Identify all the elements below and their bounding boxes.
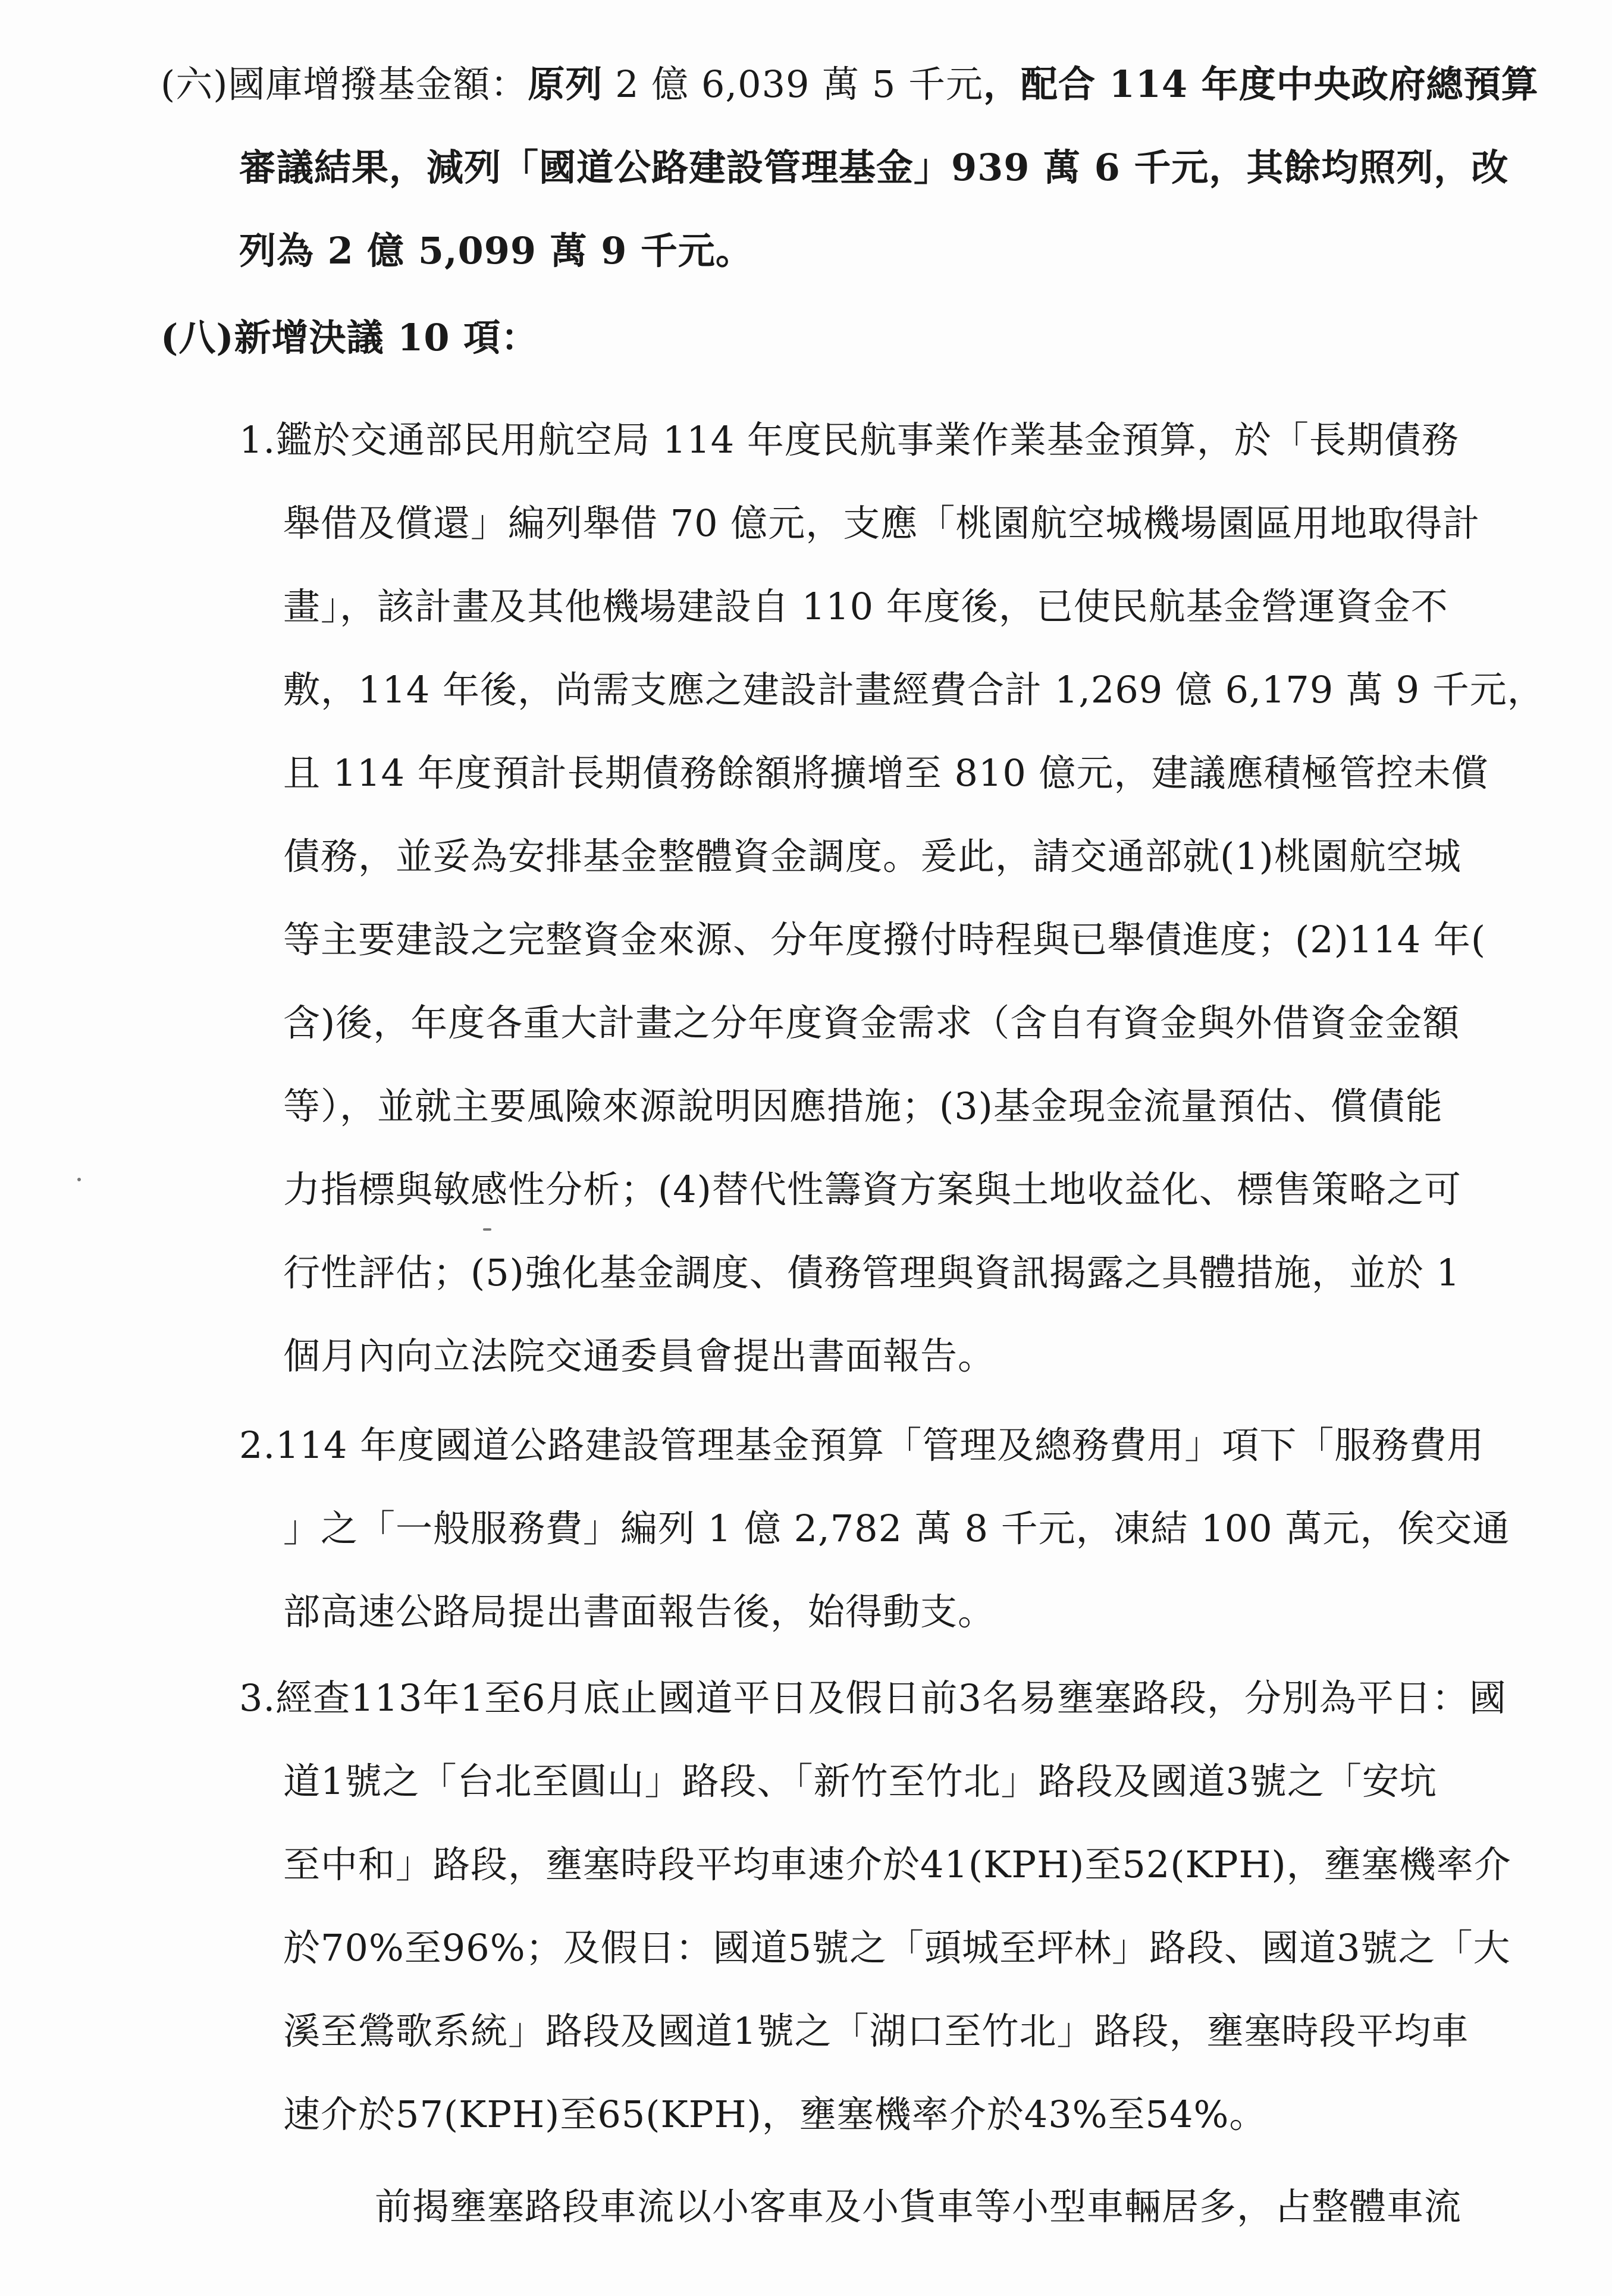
item-1-line-8: 含)後，年度各重大計畫之分年度資金需求（含自有資金與外借資金金額	[283, 1001, 1460, 1045]
item-1-line-11: 行性評估；(5)強化基金調度、債務管理與資訊揭露之具體措施，並於 1	[283, 1251, 1460, 1294]
section-6-line-3: 列為 2 億 5,099 萬 9 千元。	[239, 229, 753, 272]
item-3-line-6: 速介於57(KPH)至65(KPH)，壅塞機率介於43%至54%。	[283, 2093, 1267, 2136]
item-1-line-7: 等主要建設之完整資金來源、分年度撥付時程與已舉債進度；(2)114 年(	[283, 918, 1486, 961]
section-6-plain-b: 2 億 6,039 萬 5 千元	[603, 62, 984, 106]
item-3-line-3: 至中和」路段，壅塞時段平均車速介於41(KPH)至52(KPH)，壅塞機率介	[283, 1843, 1511, 1886]
item-1-line-2: 舉借及償還」編列舉借 70 億元，支應「桃園航空城機場園區用地取得計	[283, 501, 1481, 545]
item-3-line-4: 於70%至96%；及假日：國道5號之「頭城至坪林」路段、國道3號之「大	[283, 1926, 1511, 1969]
item-1-line-1: 1.鑑於交通部民用航空局 114 年度民航事業作業基金預算，於「長期債務	[239, 418, 1459, 462]
section-6-bold-a: 原列	[528, 62, 603, 106]
item-3-line-5: 溪至鶯歌系統」路段及國道1號之「湖口至竹北」路段，壅塞時段平均車	[283, 2009, 1469, 2053]
item-3-line-1: 3.經查113年1至6月底止國道平日及假日前3名易壅塞路段，分別為平日：國	[239, 1676, 1507, 1720]
scan-speck	[483, 1228, 491, 1231]
item-1-line-4: 敷，114 年後，尚需支應之建設計畫經費合計 1,269 億 6,179 萬 9 千元，	[283, 668, 1545, 711]
section-6-label: (六)國庫增撥基金額：	[161, 62, 528, 106]
item-3-line-2: 道1號之「台北至圓山」路段、「新竹至竹北」路段及國道3號之「安坑	[283, 1759, 1437, 1803]
item-3-paragraph-2: 前揭壅塞路段車流以小客車及小貨車等小型車輛居多，占整體車流	[375, 2185, 1462, 2228]
item-1-line-12: 個月內向立法院交通委員會提出書面報告。	[283, 1334, 996, 1378]
section-8-title: (八)新增決議 10 項：	[161, 316, 539, 359]
item-1-line-3: 畫」，該計畫及其他機場建設自 110 年度後，已使民航基金營運資金不	[283, 585, 1448, 628]
item-1-line-10: 力指標與敏感性分析；(4)替代性籌資方案與土地收益化、標售策略之可	[283, 1168, 1462, 1211]
item-1-line-9: 等），並就主要風險來源說明因應措施；(3)基金現金流量預估、償債能	[283, 1084, 1443, 1128]
scan-speck	[77, 1178, 81, 1181]
section-6-line-2: 審議結果，減列「國道公路建設管理基金」939 萬 6 千元，其餘均照列，改	[239, 146, 1509, 189]
section-6-line-1	[161, 55, 1539, 114]
item-1-line-5: 且 114 年度預計長期債務餘額將擴增至 810 億元，建議應積極管控未償	[283, 751, 1489, 795]
item-2-line-3: 部高速公路局提出書面報告後，始得動支。	[283, 1590, 996, 1633]
item-2-line-1: 2.114 年度國道公路建設管理基金預算「管理及總務費用」項下「服務費用	[239, 1423, 1485, 1467]
item-1-line-6: 債務，並妥為安排基金整體資金調度。爰此，請交通部就(1)桃園航空城	[283, 835, 1462, 878]
item-2-line-2: 」之「一般服務費」編列 1 億 2,782 萬 8 千元，凍結 100 萬元，俟交通	[283, 1507, 1510, 1550]
section-6-bold-c: ，配合 114 年度中央政府總預算	[983, 62, 1539, 106]
